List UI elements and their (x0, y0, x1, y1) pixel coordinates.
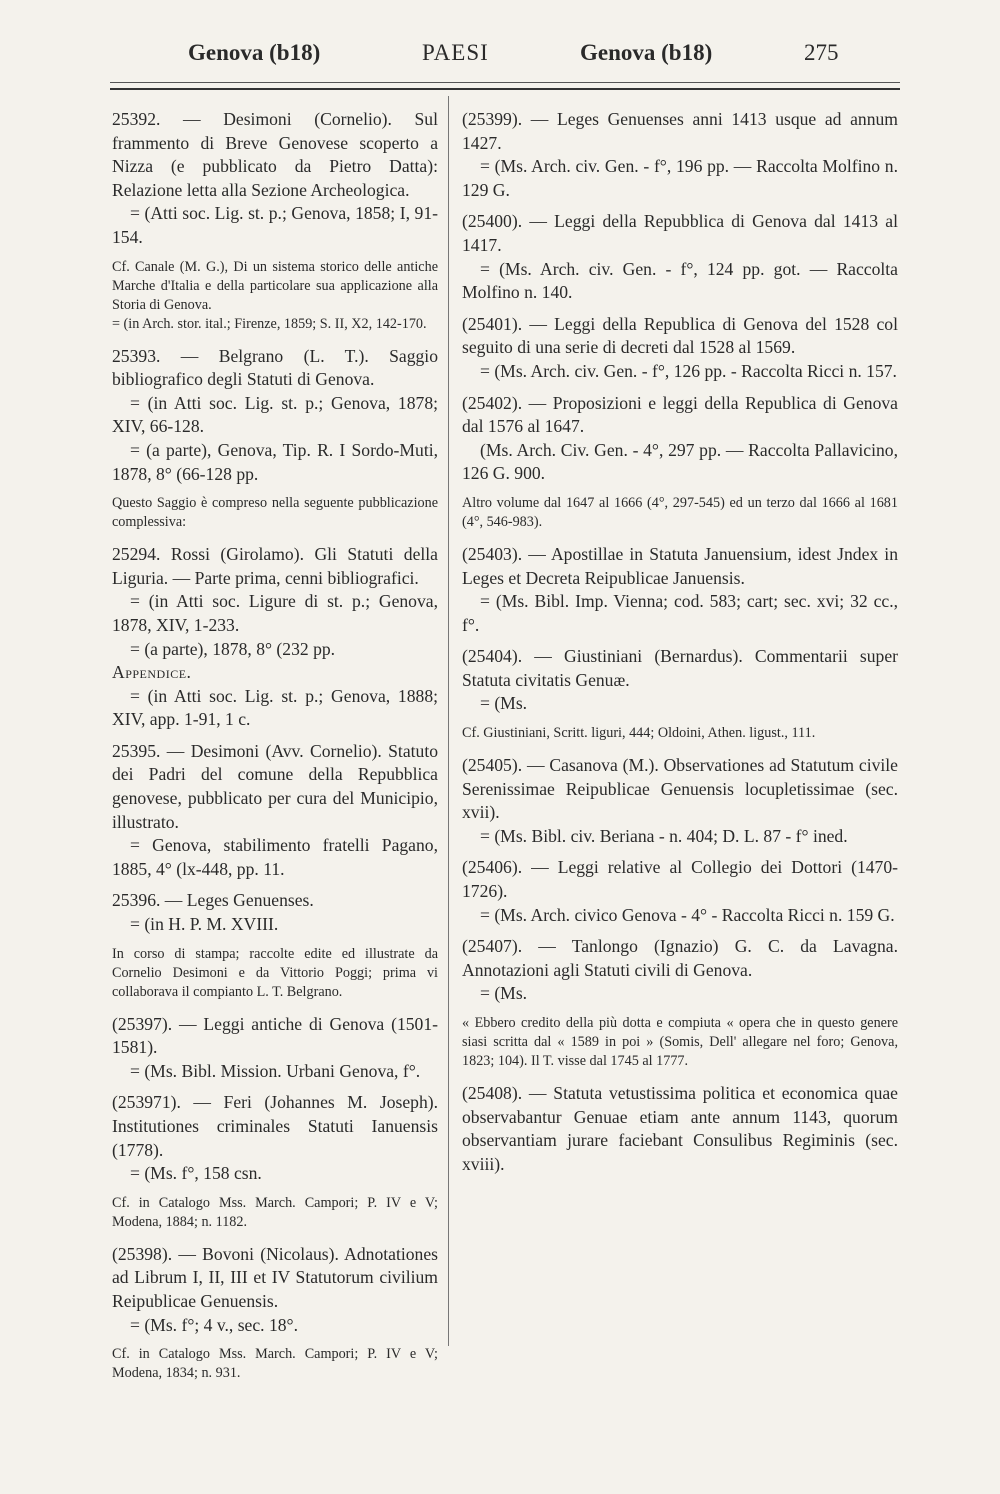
entry-text: = (Ms. (480, 693, 528, 714)
entry-25392 (112, 108, 438, 250)
note-text: Questo Saggio è compreso nella seguente pubblicazione complessiva: (112, 495, 438, 531)
note-text: Cf. in Catalogo Mss. March. Campori; P. IV e V; Modena, 1834; n. 931. (112, 1346, 438, 1382)
entry-text: 25396. — Leges Genuenses. (112, 890, 314, 911)
entry-text: (253971). — Feri (Johannes M. Joseph). Institutiones criminales Statuti Ianuensis (1778). (112, 1092, 438, 1160)
entry-text: (25405). — Casanova (M.). Observationes ad Statutum civile Serenissimae Reipublicae Genuensis locupletissimae (sec. xvii). (462, 755, 898, 823)
entry-25402 (462, 392, 898, 486)
entry-25406 (462, 856, 898, 927)
entry-text: = (Ms. Arch. civ. Gen. - f°, 196 pp. — Raccolta Molfino n. 129 G. (462, 156, 898, 200)
entry-text: = (Ms. Arch. civ. Gen. - f°, 126 pp. - Raccolta Ricci n. 157. (480, 360, 897, 381)
entry-25393 (112, 345, 438, 487)
entry-text: = (Ms. f°, 158 csn. (130, 1163, 262, 1184)
entry-text: (25408). — Statuta vetustissima politica et economica quae observabantur Genuae etiam ante annum 1143, quorum observantiam jurare faciebant Consulibus Regiminis (sec. xviii). (462, 1083, 898, 1174)
entry-text: (25399). — Leges Genuenses anni 1413 usque ad annum 1427. (462, 109, 898, 153)
entry-text: = (Ms. Bibl. Imp. Vienna; cod. 583; cart; sec. xvi; 32 cc., f°. (462, 591, 898, 635)
entry-text: (25400). — Leggi della Repubblica di Genova dal 1413 al 1417. (462, 211, 898, 255)
entry-text: (Ms. Arch. Civ. Gen. - 4°, 297 pp. — Raccolta Pallavicino, 126 G. 900. (462, 439, 898, 484)
entry-25407 (462, 935, 898, 1006)
entry-text: 25393. — Belgrano (L. T.). Saggio bibliografico degli Statuti di Genova. (112, 345, 438, 390)
entry-25397 (112, 1013, 438, 1084)
entry-text: = (Ms. (480, 983, 528, 1004)
header-rule-thick (110, 88, 900, 90)
note-text: Altro volume dal 1647 al 1666 (4°, 297-545) ed un terzo dal 1666 al 1681 (4°, 546-983). (462, 494, 898, 530)
entry-25399 (462, 108, 898, 202)
note (112, 1194, 438, 1232)
note-text: = (in Arch. stor. ital.; Firenze, 1859; S. II, X2, 142-170. (112, 315, 427, 332)
note-text: « Ebbero credito della più dotta e compiuta « opera che in questo genere siasi scritta dal « 1589 in poi » (Somis, Dell' allegare nel foro; Genova, 1823; 104). Il T. visse dal 1745 al 1777. (462, 1015, 898, 1069)
left-column (112, 108, 438, 1394)
entry-25403 (462, 543, 898, 637)
entry-25396 (112, 889, 438, 936)
entry-text: (25404). — Giustiniani (Bernardus). Commentarii super Statuta civitatis Genuæ. (462, 646, 898, 690)
note (112, 494, 438, 532)
entry-text: = (Ms. f°; 4 v., sec. 18°. (130, 1314, 298, 1335)
note (462, 1014, 898, 1071)
entry-text: (25403). — Apostillae in Statuta Januensium, idest Jndex in Leges et Decreta Reipublicae Januensis. (462, 543, 898, 588)
note-text: Cf. Giustiniani, Scritt. liguri, 444; Oldoini, Athen. ligust., 111. (462, 725, 816, 742)
right-column (462, 108, 898, 1184)
entry-text: = (Ms. Arch. civico Genova - 4° - Raccolta Ricci n. 159 G. (480, 904, 895, 925)
header-rule (110, 82, 900, 83)
entry-25294 (112, 543, 438, 732)
entry-text: (25401). — Leggi della Republica di Genova del 1528 col seguito di una serie di decreti dal 1528 al 1569. (462, 313, 898, 358)
entry-25395 (112, 740, 438, 882)
entry-text: (25397). — Leggi antiche di Genova (1501-1581). (112, 1013, 438, 1058)
column-divider (448, 96, 449, 1346)
header-left: Genova (b18) (188, 40, 321, 65)
running-header (0, 40, 1000, 92)
entry-text: (25398). — Bovoni (Nicolaus). Adnotationes ad Librum I, II, III et IV Statutorum civilium Reipublicae Genuensis. (112, 1243, 438, 1311)
entry-text: = (Ms. Bibl. Mission. Urbani Genova, f°. (130, 1060, 421, 1081)
note-text: Cf. Canale (M. G.), Di un sistema storico delle antiche Marche d'Italia e della particolare sua applicazione alla Storia di Genova. (112, 258, 438, 313)
entry-text: = (in Atti soc. Ligure di st. p.; Genova, 1878, XIV, 1-233. (112, 591, 438, 635)
note (112, 258, 438, 334)
note-text: In corso di stampa; raccolte edite ed illustrate da Cornelio Desimoni e da Vittorio Poggi; prima vi collaborava il compianto L. T. Belgrano. (112, 945, 438, 1000)
entry-text: 25395. — Desimoni (Avv. Cornelio). Statuto dei Padri del comune della Repubblica genovese, pubblicato per cura del Municipio, illustrato. (112, 740, 438, 832)
entry-text: = (a parte), Genova, Tip. R. I Sordo-Muti, 1878, 8° (66-128 pp. (112, 439, 438, 484)
entry-text: (25406). — Leggi relative al Collegio dei Dottori (1470-1726). (462, 857, 898, 902)
entry-text: = (in Atti soc. Lig. st. p.; Genova, 1878; XIV, 66-128. (112, 392, 438, 437)
entry-text: 25392. — Desimoni (Cornelio). Sul frammento di Breve Genovese scoperto a Nizza (e pubblicato da Pietro Datta): Relazione letta alla Sezione Archeologica. (112, 109, 438, 200)
entry-253971 (112, 1091, 438, 1185)
note (112, 1345, 438, 1383)
entry-text: = (in H. P. M. XVIII. (130, 914, 279, 935)
entry-25400 (462, 210, 898, 304)
page-number: 275 (804, 40, 839, 65)
note (462, 494, 898, 532)
header-center: PAESI (422, 40, 489, 65)
entry-text: (25402). — Proposizioni e leggi della Republica di Genova dal 1576 al 1647. (462, 392, 898, 437)
note-text: Cf. in Catalogo Mss. March. Campori; P. IV e V; Modena, 1884; n. 1182. (112, 1194, 438, 1230)
entry-25408 (462, 1082, 898, 1176)
entry-text: Appendice. (112, 662, 192, 683)
entry-25401 (462, 313, 898, 384)
entry-text: = (Ms. Bibl. civ. Beriana - n. 404; D. L. 87 - f° ined. (480, 825, 848, 846)
entry-text: = Genova, stabilimento fratelli Pagano, 1885, 4° (lx-448, pp. 11. (112, 835, 438, 879)
entry-25404 (462, 645, 898, 716)
entry-text: = (a parte), 1878, 8° (232 pp. (130, 638, 336, 659)
note (112, 945, 438, 1002)
entry-text: = (Atti soc. Lig. st. p.; Genova, 1858; I, 91-154. (112, 203, 438, 247)
entry-text: = (Ms. Arch. civ. Gen. - f°, 124 pp. got. — Raccolta Molfino n. 140. (462, 258, 898, 303)
entry-25405 (462, 754, 898, 848)
entry-text: (25407). — Tanlongo (Ignazio) G. C. da Lavagna. Annotazioni agli Statuti civili di Genova. (462, 936, 898, 980)
entry-text: = (in Atti soc. Lig. st. p.; Genova, 1888; XIV, app. 1-91, 1 c. (112, 685, 438, 730)
entry-text: 25294. Rossi (Girolamo). Gli Statuti della Liguria. — Parte prima, cenni bibliografici. (112, 544, 438, 588)
header-right: Genova (b18) (580, 40, 713, 65)
entry-25398 (112, 1243, 438, 1337)
note (462, 724, 898, 743)
